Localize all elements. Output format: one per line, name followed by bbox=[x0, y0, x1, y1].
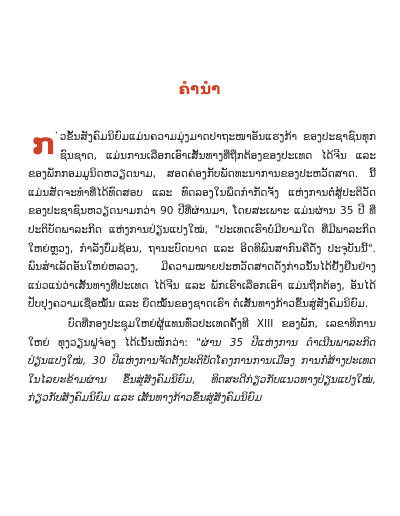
page-title: ຄຳນຳ bbox=[178, 80, 222, 98]
paragraph-2-lead: ບົດທີ່ກອງປະຊຸມໃຫຍ່ຜູ້ແທນທົ່ວປະເທດຄັ້ງທີ XIII ຂອງພັກ, ເລຂາທິການໃຫຍ່ ທຸງວຽນຟູຈ່ອງ ໄດ້ເນັ້ນໜັກວ່າ: bbox=[28, 317, 376, 349]
paragraph-2-quote: "ຜ່ານ 35 ປີແຫ່ງການ ດຳເນີນພາລະກິດປ່ຽນແປງໃໝ່, 30 ປີແຫ່ງການຈັດຕັ້ງປະຕິບັດໂຄງການການເມືອງ ການກໍ່ສ້າງປະເທດໃນໄລຍະຂ້າມຜ່ານ ຂຶ້ນສູ່ສັງຄົມນິຍົມ, ທິດສະດີກ່ຽວກັບແນວທາງປ່ຽນແປງໃໝ່, ກ່ຽວກັບສັງຄົມນິຍົມ ແລະ ເສັ້ນທາງກ້າວຂຶ້ນສູ່ສັງຄົມນິຍົມ bbox=[28, 336, 376, 405]
paragraph-2 bbox=[28, 315, 376, 408]
body-text bbox=[28, 128, 376, 408]
drop-cap: ກ bbox=[32, 127, 56, 162]
paragraph-1 bbox=[28, 128, 376, 314]
paragraph-1-text: ່ວຂັ້ນສັງຄົມນິຍົມແມ່ນຄວາມມຸ່ງມາດປາຖະໜາອັນແຮງກ້າ ຂອງປະຊາຊົນທຸກຊົນຊາດ, ແມ່ນການເລືອກເອົາເສັ້ນທາງທີ່ຖືກຕ້ອງຂອງປະເທດ ໄດ້ຈີນ ແລະ ຂອງພັກກອມມູນິດຫວຽດນາມ, ສອດຄ່ອງກັບພັດທະນາການຂອງປະຫວັດສາດ. ນີ້ແມ່ນສັດຈະທຳທີ່ໄດ້ທົດສອບ ແລະ ທົດລອງໃນພຶດກຳກັດຈັງ ແຫ່ງການຕໍ່ສູ້ປະຕິວັດຂອງປະຊາຊົນຫວຽດນາມກວ່າ 90 ປີທີ່ຜ່ານມາ, ໂດຍສະເພາະ ແມ່ນຜ່ານ 35 ປີ ທີ່ປະຕິບັດພາລະກິດ ແຫ່ງການປ່ຽນແປງໃໝ່, "ປະເທດເຮົາບໍ່ມີຍາມໃດ ທີ່ມີພາລະກິດໃຫຍ່ຫຼວງ, ກຳລັງບົ່ມຊ້ອນ, ຖານະບົດບາດ ແລະ ອິດທິພົນສາກົນຄືດັ່ງ ປະຈຸບັນນີ້". ພົນສຳເລັດອັນໃຫຍ່ຫລວງ, ມີຄວາມໝາຍປະຫວັດສາດດັ່ງກ່າວນັ້ນໄດ້ຢັ້ງຢືນຢ່າງແນ່ວແນ່ວ່າເສັ້ນທາງທີ່ປະເທດ ໄດ້ຈີນ ແລະ ພັກເຮົາເລືອກເອົາ ແມ່ນຖືກຕ້ອງ, ອັນໄດ້ປັບປຸງຄວາມເຊື່ອໝັ້ນ ແລະ ຍຶດໝັ້ນຂອງຊາດເຮົາ ຕໍ່ເສັ້ນທາງກ້າວຂຶ້ນສູ່ສັງຄົມນິຍົມ. bbox=[28, 131, 376, 311]
